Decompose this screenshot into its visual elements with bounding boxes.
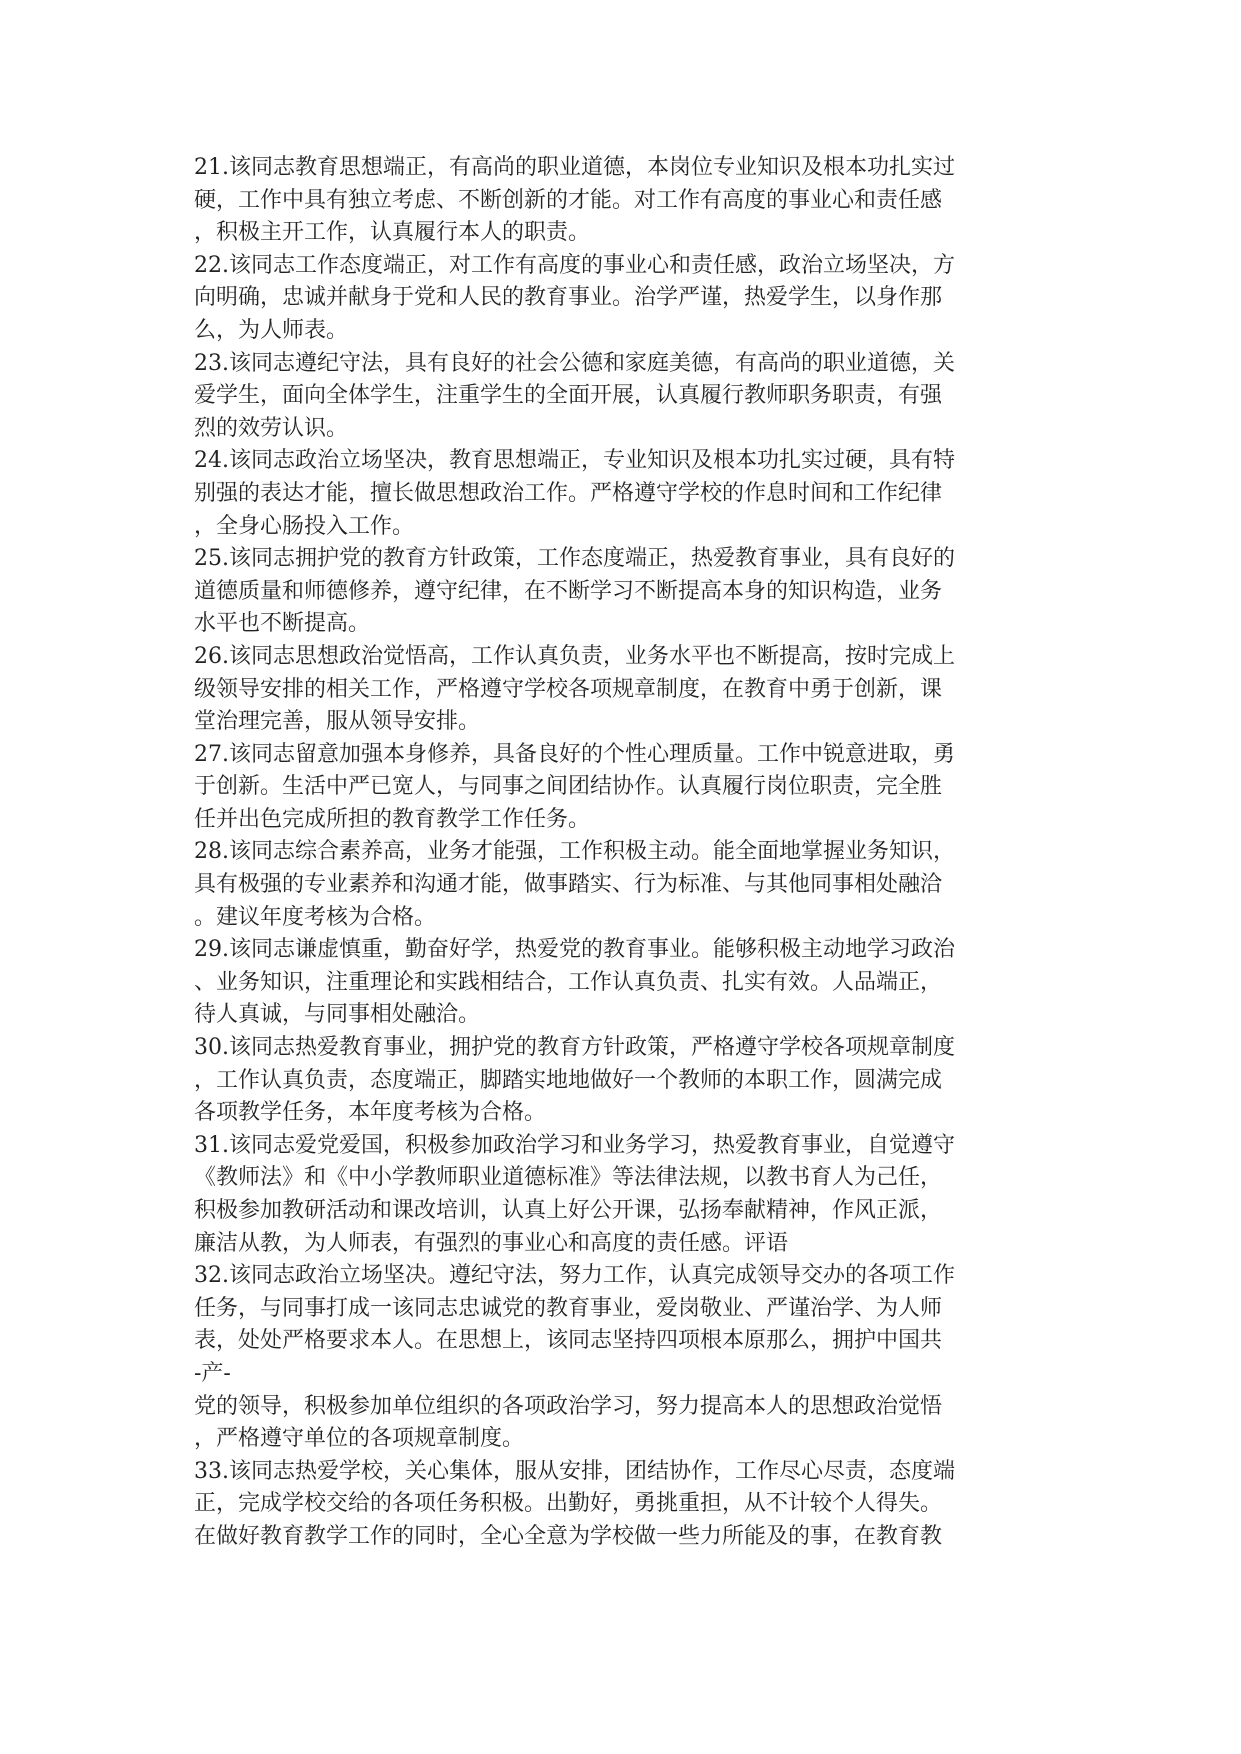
text-line: 爱学生，面向全体学生，注重学生的全面开展，认真履行教师职务职责，有强: [194, 383, 943, 409]
text-line: 、业务知识，注重理论和实践相结合，工作认真负责、扎实有效。人品端正，: [194, 969, 943, 995]
text-line: 廉洁从教，为人师表，有强烈的事业心和高度的责任感。评语: [194, 1230, 789, 1256]
text-line: 待人真诚，与同事相处融洽。: [194, 1002, 481, 1028]
text-line: 32.该同志政治立场坚决。遵纪守法，努力工作，认真完成领导交办的各项工作: [194, 1263, 955, 1289]
text-line: 21.该同志教育思想端正，有高尚的职业道德，本岗位专业知识及根本功扎实过: [194, 155, 955, 180]
text-line: 24.该同志政治立场坚决，教育思想端正，专业知识及根本功扎实过硬，具有特: [194, 448, 955, 474]
text-line: ，严格遵守单位的各项规章制度。: [194, 1426, 525, 1452]
text-line: 么，为人师表。: [194, 317, 349, 343]
text-line: 级领导安排的相关工作，严格遵守学校各项规章制度，在教育中勇于创新，课: [194, 676, 943, 702]
text-line: 正，完成学校交给的各项任务积极。出勤好，勇挑重担，从不计较个人得失。: [194, 1491, 943, 1517]
document-body: [194, 152, 1056, 1554]
text-line: 25.该同志拥护党的教育方针政策，工作态度端正，热爱教育事业，具有良好的: [194, 546, 955, 572]
text-line: 27.该同志留意加强本身修养，具备良好的个性心理质量。工作中锐意进取，勇: [194, 741, 955, 767]
text-line: 在做好教育教学工作的同时，全心全意为学校做一些力所能及的事，在教育教: [194, 1523, 943, 1549]
text-line: 。建议年度考核为合格。: [194, 904, 437, 930]
text-line: 向明确，忠诚并献身于党和人民的教育事业。治学严谨，热爱学生，以身作那: [194, 285, 943, 311]
text-line: 28.该同志综合素养高，业务才能强，工作积极主动。能全面地掌握业务知识，: [194, 839, 955, 865]
text-line: 《教师法》和《中小学教师职业道德标准》等法律法规，以教书育人为己任，: [194, 1165, 943, 1191]
text-line: 堂治理完善，服从领导安排。: [194, 709, 481, 735]
text-line: 23.该同志遵纪守法，具有良好的社会公德和家庭美德，有高尚的职业道德，关: [194, 350, 955, 376]
text-line: 任务，与同事打成一该同志忠诚党的教育事业，爱岗敬业、严谨治学、为人师: [194, 1295, 943, 1321]
text-line: 29.该同志谦虚慎重，勤奋好学，热爱党的教育事业。能够积极主动地学习政治: [194, 937, 955, 963]
text-line: 道德质量和师德修养，遵守纪律，在不断学习不断提高本身的知识构造，业务: [194, 578, 943, 604]
text-line: 硬，工作中具有独立考虑、不断创新的才能。对工作有高度的事业心和责任感: [194, 187, 943, 213]
text-line: 26.该同志思想政治觉悟高，工作认真负责，业务水平也不断提高，按时完成上: [194, 643, 955, 669]
text-line: 表，处处严格要求本人。在思想上，该同志坚持四项根本原那么，拥护中国共: [194, 1328, 943, 1354]
text-line: 烈的效劳认识。: [194, 415, 349, 441]
text-line: 具有极强的专业素养和沟通才能，做事踏实、行为标准、与其他同事相处融洽: [194, 872, 943, 898]
text-line: 任并出色完成所担的教育教学工作任务。: [194, 806, 591, 832]
text-line: -产-: [194, 1360, 231, 1386]
text-line: 于创新。生活中严已宽人，与同事之间团结协作。认真履行岗位职责，完全胜: [194, 774, 943, 800]
text-line: 别强的表达才能，擅长做思想政治工作。严格遵守学校的作息时间和工作纪律: [194, 480, 943, 506]
text-line: 30.该同志热爱教育事业，拥护党的教育方针政策，严格遵守学校各项规章制度: [194, 1035, 955, 1061]
text-line: 33.该同志热爱学校，关心集体，服从安排，团结协作，工作尽心尽责，态度端: [194, 1458, 955, 1484]
text-line: 22.该同志工作态度端正，对工作有高度的事业心和责任感，政治立场坚决，方: [194, 252, 955, 278]
text-line: ，全身心肠投入工作。: [194, 513, 415, 539]
text-line: ，工作认真负责，态度端正，脚踏实地地做好一个教师的本职工作，圆满完成: [194, 1067, 943, 1093]
text-line: ，积极主开工作，认真履行本人的职责。: [194, 220, 591, 246]
text-line: 水平也不断提高。: [194, 611, 371, 637]
text-line: 31.该同志爱党爱国，积极参加政治学习和业务学习，热爱教育事业，自觉遵守: [194, 1132, 955, 1158]
text-line: 积极参加教研活动和课改培训，认真上好公开课，弘扬奉献精神，作风正派，: [194, 1198, 943, 1223]
text-line: 各项教学任务，本年度考核为合格。: [194, 1100, 547, 1126]
text-line: 党的领导，积极参加单位组织的各项政治学习，努力提高本人的思想政治觉悟: [194, 1393, 943, 1419]
